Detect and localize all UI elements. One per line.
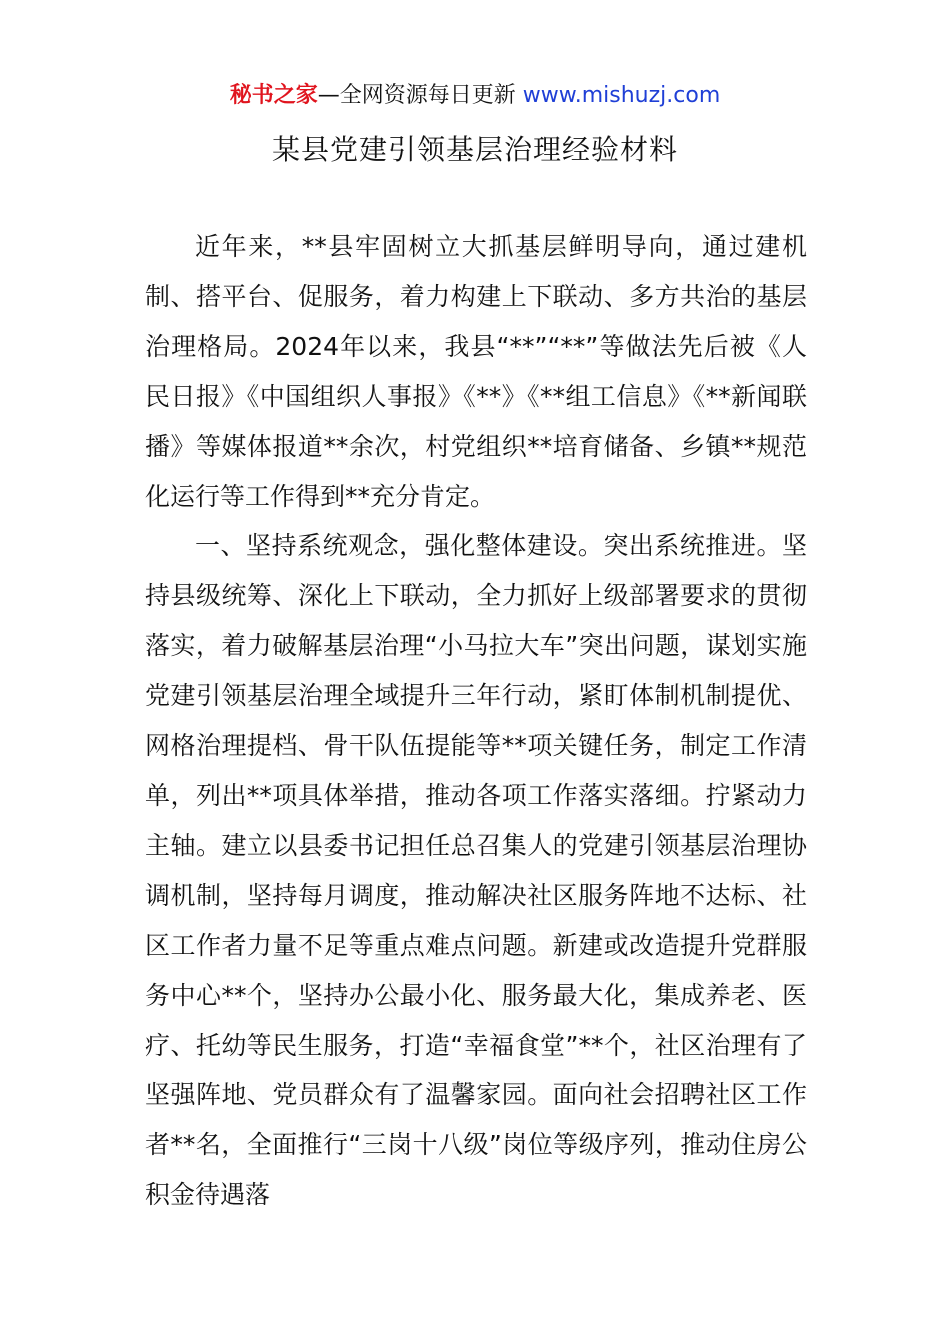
- site-slogan: —全网资源每日更新: [317, 83, 523, 108]
- site-url[interactable]: www.mishuzj.com: [522, 83, 721, 108]
- paragraph-intro: 近年来，**县牢固树立大抓基层鲜明导向，通过建机制、搭平台、促服务，着力构建上下联动、多方共治的基层治理格局。2024年以来，我县“**”“**”等做法先后被《人民日报》《中国组织人事报》《**》《**组工信息》《**新闻联播》等媒体报道**余次，村党组织**培育储备、乡镇**规范化运行等工作得到**充分肯定。: [145, 232, 807, 511]
- site-brand: 秘书之家: [229, 83, 318, 108]
- site-banner: [0, 80, 950, 112]
- document-title: 某县党建引领基层治理经验材料: [271, 133, 678, 166]
- document-body: [145, 222, 807, 1220]
- paragraph-section-one: 一、坚持系统观念，强化整体建设。突出系统推进。坚持县级统筹、深化上下联动，全力抓好上级部署要求的贯彻落实，着力破解基层治理“小马拉大车”突出问题，谋划实施党建引领基层治理全域提升三年行动，紧盯体制机制提优、网格治理提档、骨干队伍提能等**项关键任务，制定工作清单，列出**项具体举措，推动各项工作落实落细。拧紧动力主轴。建立以县委书记担任总召集人的党建引领基层治理协调机制，坚持每月调度，推动解决社区服务阵地不达标、社区工作者力量不足等重点难点问题。新建或改造提升党群服务中心**个，坚持办公最小化、服务最大化，集成养老、医疗、托幼等民生服务，打造“幸福食堂”**个，社区治理有了坚强阵地、党员群众有了温馨家园。面向社会招聘社区工作者**名，全面推行“三岗十八级”岗位等级序列，推动住房公积金待遇落: [145, 531, 807, 1210]
